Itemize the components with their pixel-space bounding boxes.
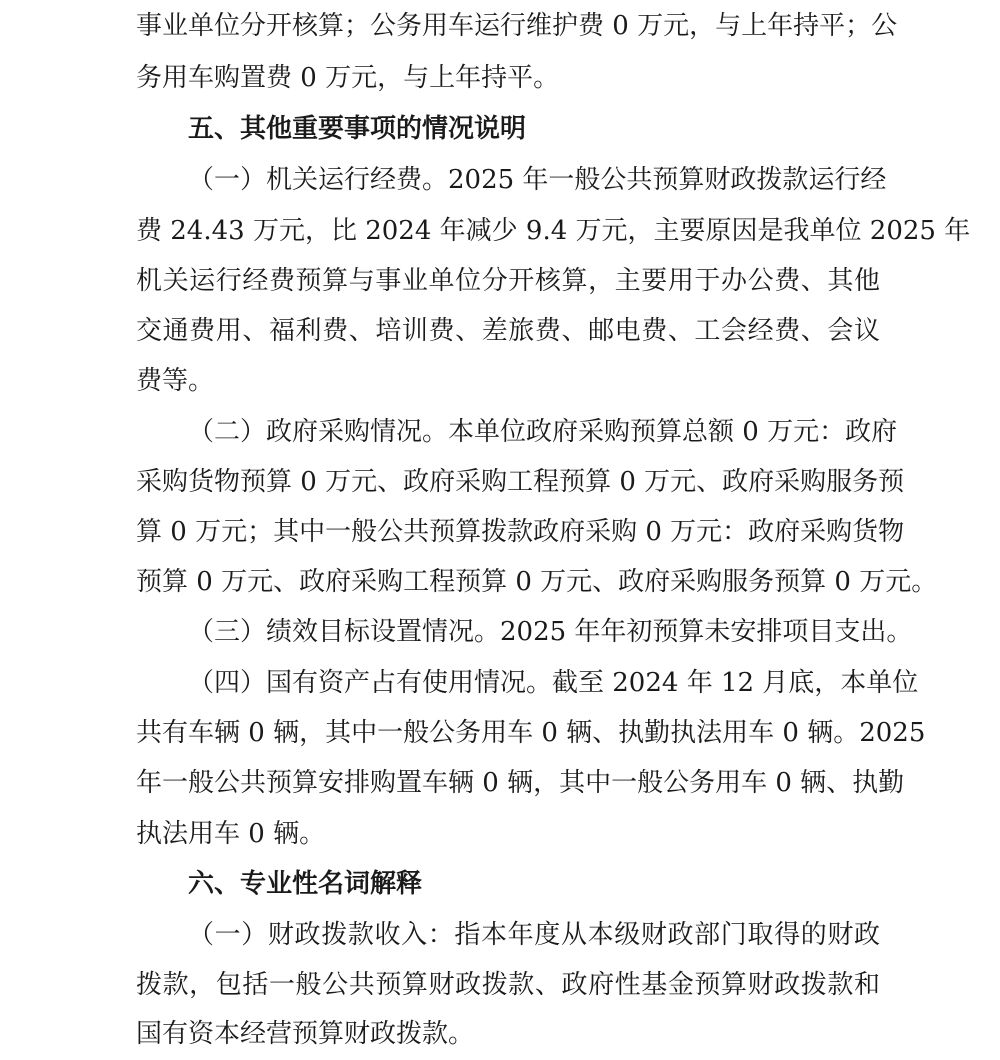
section-heading-5: 五、其他重要事项的情况说明: [188, 114, 527, 144]
body-text-line: （一）财政拨款收入：指本年度从本级财政部门取得的财政: [188, 920, 880, 950]
body-text-line: 机关运行经费预算与事业单位分开核算，主要用于办公费、其他: [136, 266, 880, 296]
body-text-line: 预算 0 万元、政府采购工程预算 0 万元、政府采购服务预算 0 万元。: [136, 567, 938, 597]
body-text-line: 事业单位分开核算；公务用车运行维护费 0 万元，与上年持平；公: [136, 11, 898, 41]
body-text-line: 执法用车 0 辆。: [136, 819, 326, 849]
body-text-line: 交通费用、福利费、培训费、差旅费、邮电费、工会经费、会议: [136, 316, 880, 346]
body-text-line: 国有资本经营预算财政拨款。: [136, 1019, 475, 1049]
body-text-line: （三）绩效目标设置情况。2025 年年初预算未安排项目支出。: [188, 617, 913, 647]
section-heading-6: 六、专业性名词解释: [188, 869, 423, 899]
body-text-line: 费等。: [136, 366, 215, 396]
body-text-line: 年一般公共预算安排购置车辆 0 辆，其中一般公务用车 0 辆、执勤: [136, 768, 905, 798]
body-text-line: 算 0 万元；其中一般公共预算拨款政府采购 0 万元：政府采购货物: [136, 517, 905, 547]
body-text-line: 采购货物预算 0 万元、政府采购工程预算 0 万元、政府采购服务预: [136, 467, 905, 497]
body-text-line: 拨款，包括一般公共预算财政拨款、政府性基金预算财政拨款和: [136, 970, 880, 1000]
body-text-line: （二）政府采购情况。本单位政府采购预算总额 0 万元：政府: [188, 417, 898, 447]
body-text-line: （四）国有资产占有使用情况。截至 2024 年 12 月底，本单位: [188, 668, 919, 698]
body-text-line: 共有车辆 0 辆，其中一般公务用车 0 辆、执勤执法用车 0 辆。2025: [136, 718, 926, 748]
body-text-line: 务用车购置费 0 万元，与上年持平。: [136, 63, 560, 93]
body-text-line: 费 24.43 万元，比 2024 年减少 9.4 万元，主要原因是我单位 2025 年: [136, 216, 971, 246]
body-text-line: （一）机关运行经费。2025 年一般公共预算财政拨款运行经: [188, 165, 887, 195]
